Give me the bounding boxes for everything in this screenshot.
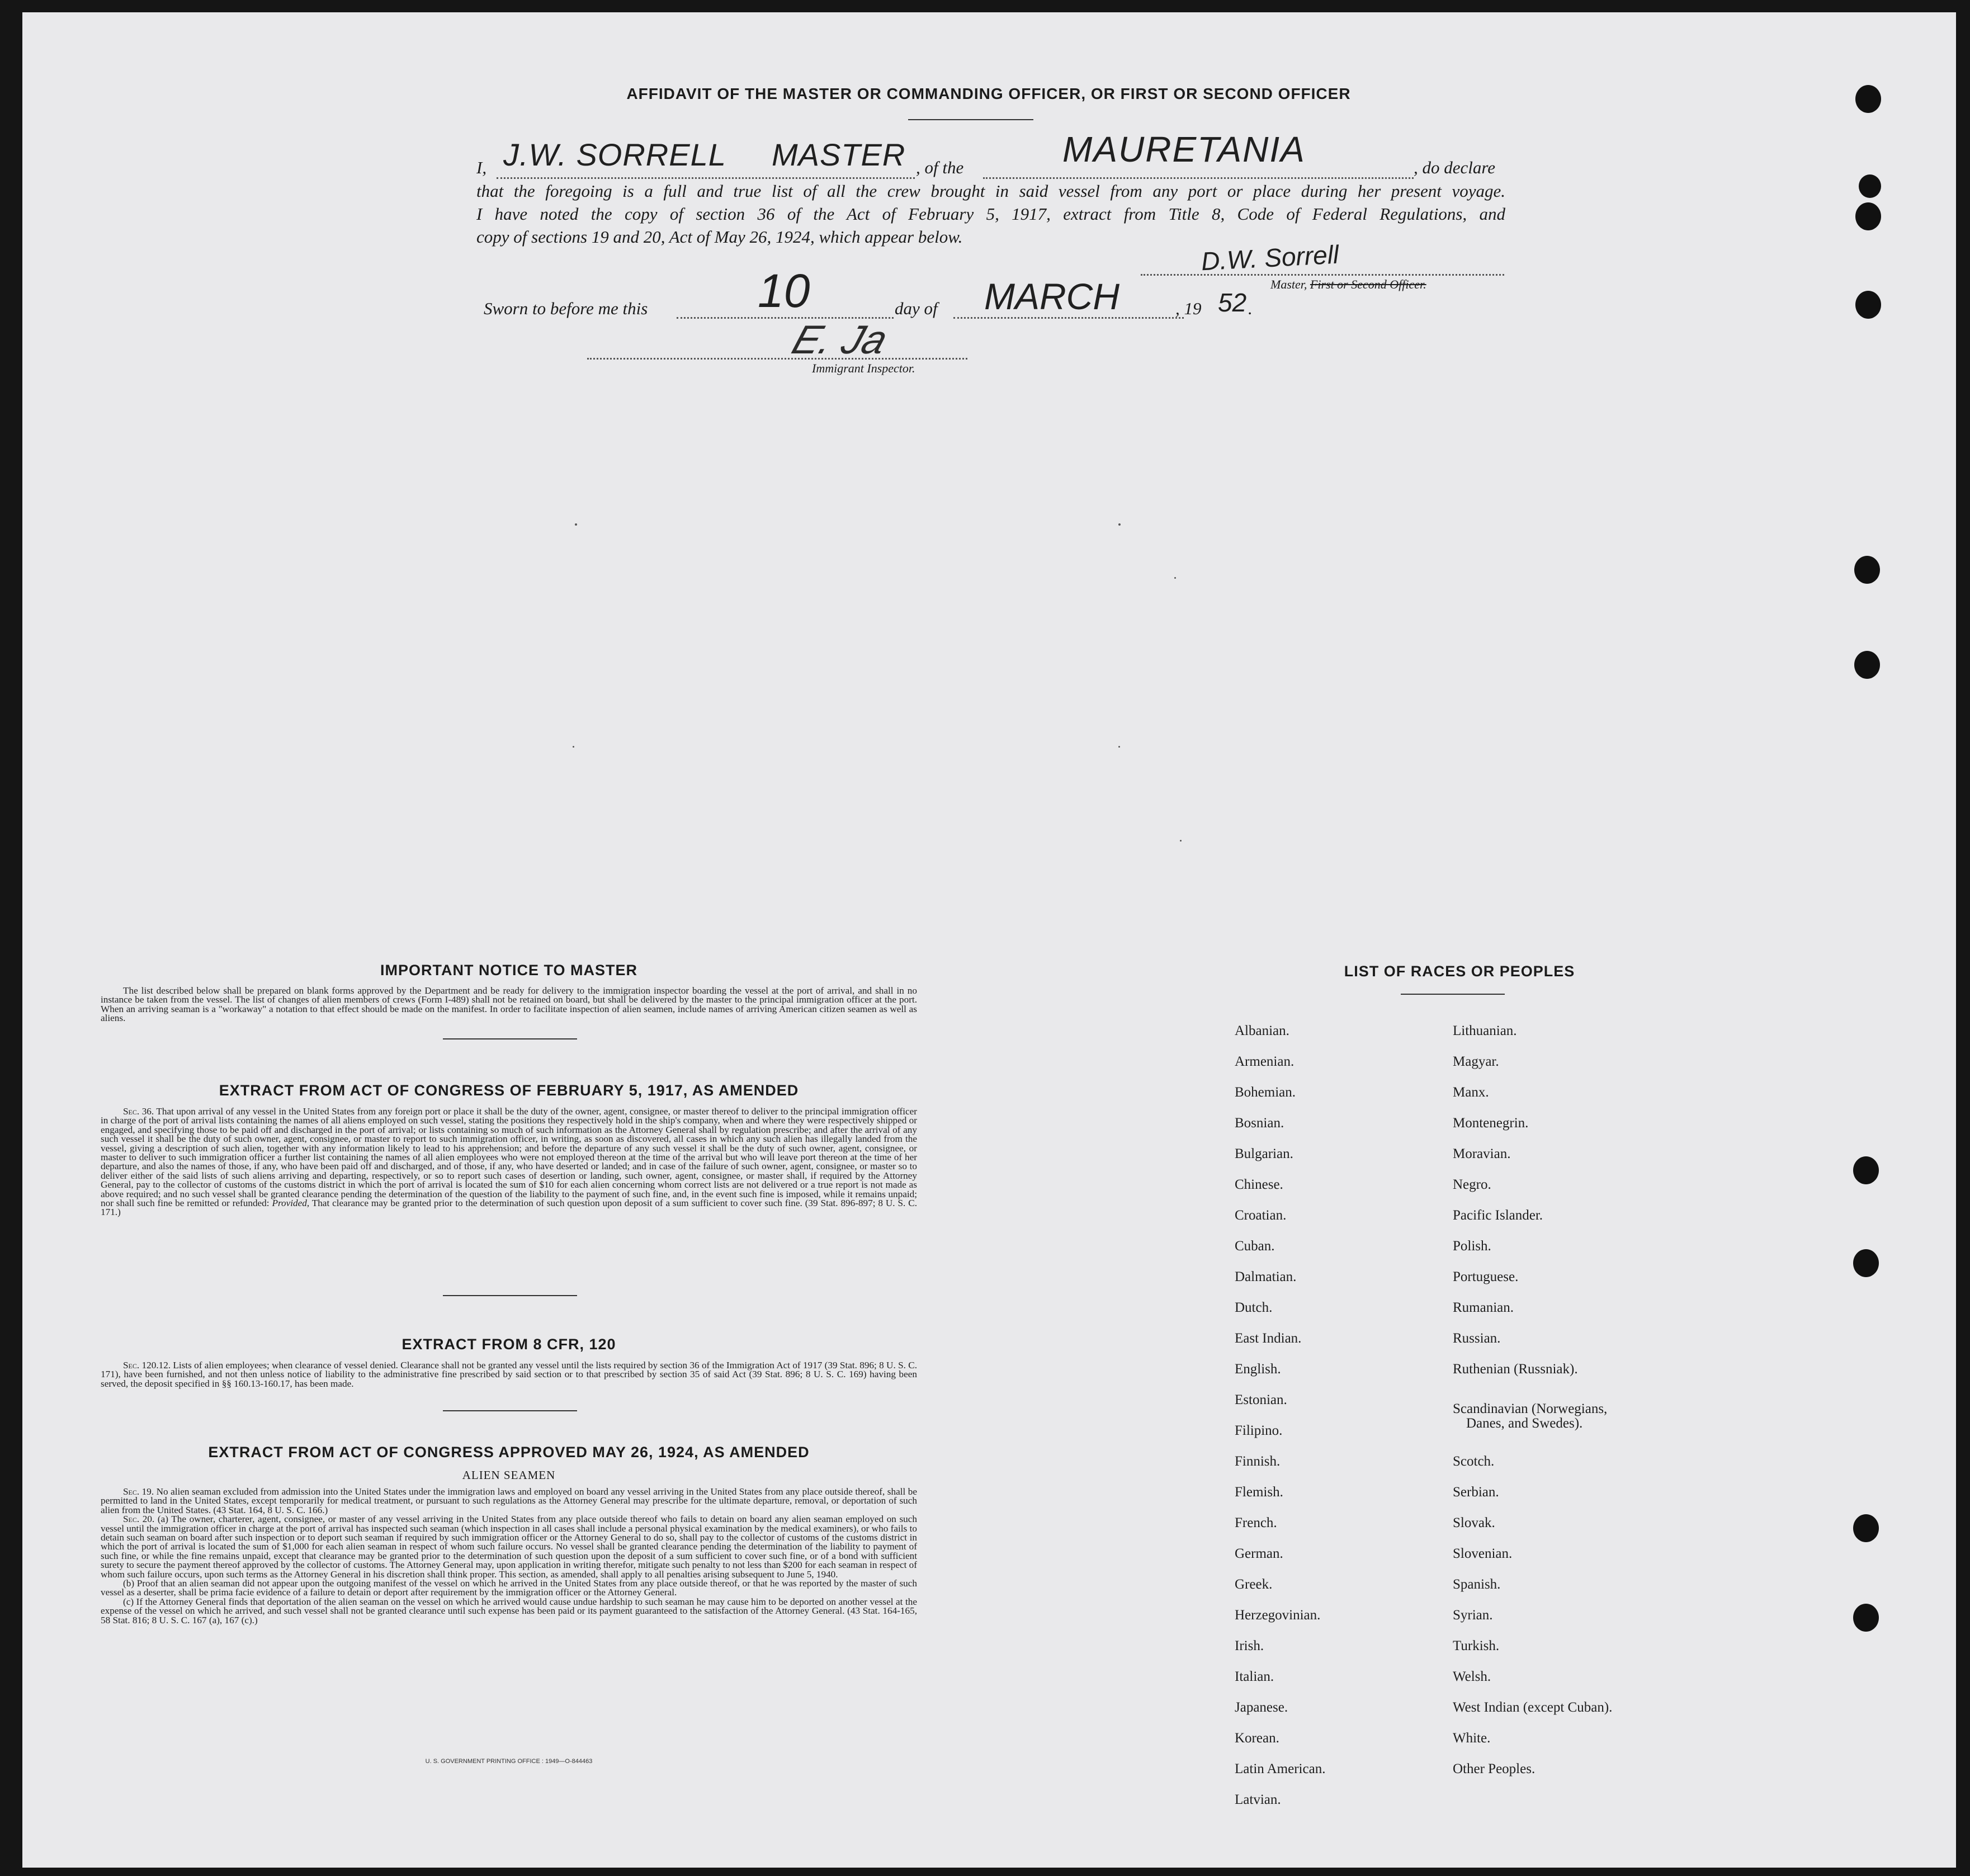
affidavit-title: AFFIDAVIT OF THE MASTER OR COMMANDING OFFICER, OR FIRST OR SECOND OFFICER <box>626 85 1351 102</box>
races-divider <box>1401 994 1505 995</box>
vessel-name: MAURETANIA <box>1062 129 1306 169</box>
race-item: Manx. <box>1453 1085 1489 1100</box>
extract-1917-text <box>101 1107 917 1217</box>
races-heading: LIST OF RACES OR PEOPLES <box>1344 963 1575 980</box>
race-item: Serbian. <box>1453 1485 1499 1500</box>
officer-rank: MASTER <box>772 137 906 172</box>
extract-1917-body-end: That clearance may be granted prior to the determination of such question upon deposit of a sum sufficient to cover such fine. (39 Stat. 896-897; 8 U. S. C. 171.) <box>101 1198 918 1218</box>
sec19-label: Sec. 19. <box>123 1486 154 1497</box>
binder-hole <box>1855 291 1881 319</box>
printing-imprint: U. S. GOVERNMENT PRINTING OFFICE : 1949—O-844463 <box>425 1758 593 1765</box>
race-item: German. <box>1235 1546 1283 1561</box>
binder-hole <box>1855 85 1881 113</box>
inspector-signature: E. Ja <box>787 318 894 362</box>
race-item: Pacific Islander. <box>1453 1208 1543 1223</box>
race-item: Syrian. <box>1453 1608 1493 1623</box>
race-item: Lithuanian. <box>1453 1023 1517 1038</box>
speck <box>1180 840 1182 842</box>
sworn-day-of: day of <box>895 299 938 318</box>
sworn-prefix: Sworn to before me this <box>484 299 648 318</box>
race-item: Armenian. <box>1235 1054 1295 1069</box>
race-item: Korean. <box>1235 1731 1279 1746</box>
sec20-label: Sec. 20. <box>123 1514 155 1525</box>
notice-text: The list described below shall be prepared on blank forms approved by the Department and be ready for delivery to the immigration inspector boarding the vessel at the port of arrival, and shall in no instance be taken from the vessel. The list of changes of alien members of crews (Form I-489) shall not be retained on board, but shall be delivered by the master to the principal immigration officer at the port. When an arriving seaman is a "workaway" a notation to that effect should be made on the manifest. In order to facilitate inspection of alien seamen, include names of arriving American citizen seamen as well as aliens. <box>101 985 917 1024</box>
extract-1917-body: That upon arrival of any vessel in the United States from any foreign port or place it shall be the duty of the owner, agent, consignee, or master thereof to deliver to the principal immigration officer in charge of the port of arrival lists containing the names of all aliens employed on such vessel, stating the positions they respectively hold in the ship's company, when and where they were respectively shipped or engaged, and specifying those to be paid off and discharged in the port of arrival; or lists containing so much of such information as the Attorney General shall by regulation prescribe; and after the arrival of any such vessel it shall be the duty of such owner, agent, consignee, or master to report to such immigration officer, in writing, as soon as discovered, all cases in which any such alien has illegally landed from the vessel, giving a description of such alien, together with any information likely to lead to his apprehension; and before the departure of any such vessel it shall be the duty of such owner, agent, consignee, or master to deliver to such immigration officer a further list containing the names of all alien employees who were not employed thereon at the time of the arrival but who will leave port thereon at the time of her departure, and also the names of those, if any, who have been paid off and discharged, and of those, if any, who have deserted or landed; and in case of the failure of such owner, agent, consignee, or master so to deliver either of the said lists of such aliens arriving and departing, respectively, or so to report such cases of desertion or landing, such owner, agent, consignee, or master shall, if required by the Attorney General, pay to the collector of customs of the customs district in which the port of arrival is located the sum of $10 for each alien concerning whom correct lists are not delivered or a true report is not made as above required; and no such vessel shall be granted clearance pending the determination of the question of the liability to the payment of such fine, and, in the event such fine is imposed, while it remains unpaid; nor shall such fine be remitted or refunded: <box>101 1106 917 1209</box>
sec20a-paragraph <box>101 1515 917 1579</box>
extract-cfr-heading: EXTRACT FROM 8 CFR, 120 <box>401 1336 616 1353</box>
sec20b-paragraph: (b) Proof that an alien seaman did not appear upon the outgoing manifest of the vessel on which he arrived in the United States from any place outside thereof, or that he was reported by the master of such vessel as a deserter, shall be prima facie evidence of a failure to detain or deport after requirement by the immigration officer or the Attorney General. <box>101 1578 917 1598</box>
race-item: Finnish. <box>1235 1454 1281 1469</box>
binder-hole <box>1859 174 1881 198</box>
race-item: Italian. <box>1235 1669 1274 1684</box>
race-item: Slovenian. <box>1453 1546 1513 1561</box>
race-item: Dutch. <box>1235 1300 1273 1315</box>
extract-cfr-text <box>101 1361 917 1388</box>
race-item: Greek. <box>1235 1577 1273 1592</box>
race-item: Spanish. <box>1453 1577 1501 1592</box>
extract-1924-subheading: ALIEN SEAMEN <box>462 1468 556 1482</box>
extract-1924-heading: EXTRACT FROM ACT OF CONGRESS APPROVED MAY 26, 1924, AS AMENDED <box>208 1444 810 1461</box>
speck <box>573 746 574 748</box>
race-item: Magyar. <box>1453 1054 1499 1069</box>
extract-1924-text <box>101 1487 917 1625</box>
race-item: Herzegovinian. <box>1235 1608 1321 1623</box>
race-item: Scotch. <box>1453 1454 1495 1469</box>
officer-name: J.W. SORRELL <box>503 137 726 172</box>
race-item: Rumanian. <box>1453 1300 1514 1315</box>
master-caption-struck: First or Second Officer. <box>1310 277 1426 291</box>
binder-hole <box>1853 1156 1879 1184</box>
binder-hole <box>1855 202 1881 230</box>
race-item: Albanian. <box>1235 1023 1289 1038</box>
binder-hole <box>1854 651 1880 679</box>
race-item: Ruthenian (Russniak). <box>1453 1362 1578 1377</box>
race-item: English. <box>1235 1362 1281 1377</box>
binder-hole <box>1853 1249 1879 1277</box>
affidavit-line4: copy of sections 19 and 20, Act of May 26, 1924, which appear below. <box>476 227 963 247</box>
sworn-year: 52 <box>1218 288 1247 317</box>
race-item: Polish. <box>1453 1239 1491 1254</box>
extract-1917-provided: Provided, <box>272 1198 310 1209</box>
race-item: Russian. <box>1453 1331 1501 1346</box>
race-item: Negro. <box>1453 1177 1491 1192</box>
extract-cfr-sec-label: Sec. <box>123 1360 140 1371</box>
binder-hole <box>1853 1604 1879 1632</box>
affidavit-line3: I have noted the copy of section 36 of the Act of February 5, 1917, extract from Title 8, Code of Federal Regulations, and <box>476 204 1505 224</box>
race-item: Scandinavian (Norwegians, <box>1453 1401 1608 1416</box>
document-page <box>22 12 1956 1868</box>
sworn-day: 10 <box>758 264 810 317</box>
master-caption-prefix: Master, <box>1270 277 1307 291</box>
extract-cfr-divider <box>443 1410 577 1411</box>
race-item: Montenegrin. <box>1453 1116 1529 1131</box>
race-item: Chinese. <box>1235 1177 1283 1192</box>
race-item: Irish. <box>1235 1638 1264 1653</box>
extract-1917-divider <box>443 1295 577 1296</box>
race-item: Filipino. <box>1235 1423 1283 1438</box>
notice-divider <box>443 1038 577 1039</box>
sec20c-paragraph: (c) If the Attorney General finds that deportation of the alien seaman on the vessel on which he arrived would cause undue hardship to such seaman he may cause him to be deported on another vessel at the expense of the vessel on which he arrived, and such vessel shall not be granted clearance until such expense has been paid or its payment guaranteed to the satisfaction of the Attorney General. (43 Stat. 164-165, 58 Stat. 816; 8 U. S. C. 167 (a), 167 (c).) <box>101 1596 917 1625</box>
master-caption <box>1270 277 1426 292</box>
inspector-signature-line <box>587 358 967 360</box>
speck <box>1174 577 1176 579</box>
race-item: Estonian. <box>1235 1392 1287 1407</box>
race-item: Japanese. <box>1235 1700 1288 1715</box>
race-item: White. <box>1453 1731 1491 1746</box>
notice-heading: IMPORTANT NOTICE TO MASTER <box>380 962 637 979</box>
race-item: Welsh. <box>1453 1669 1491 1684</box>
race-item: Portuguese. <box>1453 1269 1519 1284</box>
race-item: Moravian. <box>1453 1146 1511 1161</box>
race-item: Bulgarian. <box>1235 1146 1293 1161</box>
affidavit-line2: that the foregoing is a full and true list of all the crew brought in said vessel from any port or place during her present voyage. <box>476 181 1505 201</box>
affidavit-i: I, <box>476 158 487 177</box>
extract-1917-heading: EXTRACT FROM ACT OF CONGRESS OF FEBRUARY 5, 1917, AS AMENDED <box>219 1082 799 1099</box>
binder-hole <box>1854 556 1880 584</box>
race-item: Latin American. <box>1235 1761 1326 1776</box>
affidavit-of-the: , of the <box>916 158 964 177</box>
sec19-paragraph <box>101 1487 917 1515</box>
race-item: West Indian (except Cuban). <box>1453 1700 1613 1715</box>
speck <box>575 523 577 526</box>
race-item: Dalmatian. <box>1235 1269 1297 1284</box>
binder-hole <box>1853 1514 1879 1542</box>
race-item: French. <box>1235 1515 1277 1530</box>
race-item: Bosnian. <box>1235 1116 1284 1131</box>
affidavit-declare: , do declare <box>1414 158 1496 177</box>
race-item: Latvian. <box>1235 1792 1281 1807</box>
extract-cfr-body: 120.12. Lists of alien employees; when clearance of vessel denied. Clearance shall not be granted any vessel until the lists required by section 36 of the Immigration Act of 1917 (39 Stat. 896; 8 U. S. C. 171), have been furnished, and not then unless notice of liability to the administrative fine prescribed by said section or to that prescribed by section 35 of said Act (39 Stat. 896; 8 U. S. C. 169) having been served, the deposit specified in §§ 160.13-160.17, has been made. <box>101 1360 918 1389</box>
race-item: Turkish. <box>1453 1638 1500 1653</box>
race-item: Danes, and Swedes). <box>1466 1416 1583 1431</box>
race-item: Other Peoples. <box>1453 1761 1536 1776</box>
master-signature: D.W. Sorrell <box>1200 239 1340 276</box>
sworn-year-suffix: . <box>1248 299 1253 318</box>
speck <box>1118 746 1120 748</box>
sec19-body: No alien seaman excluded from admission into the United States under the immigration laws and employed on board any vessel arriving in the United States from any place outside thereof, shall be permitted to land in the United States, except temporarily for medical treatment, or pursuant to such regulations as the Attorney General may prescribe for the ultimate departure, removal, or deportation of such alien from the United States. (43 Stat. 164, 8 U. S. C. 166.) <box>101 1486 917 1515</box>
sec20a-body: (a) The owner, charterer, agent, consignee, or master of any vessel arriving in the United States from any place outside thereof who fails to detain on board any alien seaman employed on such vessel until the immigration officer in charge at the port of arrival has inspected such seaman (which inspection in all cases shall include a personal physical examination by the medical examiners), or who fails to detain such seaman on board after such inspection or to deport such seaman if required by such immigration officer or the Attorney General to do so, shall pay to the collector of customs of the customs district in which the port of arrival is located the sum of $1,000 for each alien seaman in respect of whom such failure occurs. No vessel shall be granted clearance pending the determination of the liability to payment of such fine, or while the fine remains unpaid, except that clearance may be granted prior to the determination of such question upon the deposit of a sum sufficient to cover such fine, or of a bond with sufficient surety to secure the payment thereof approved by the collector of customs. The Attorney General may, upon application in writing therefor, mitigate such penalty to not less than $200 for each seaman in respect of whom such failure occurs, upon such terms as the Attorney General in his discretion shall think proper. This section, as amended, shall apply to all penalties arising subsequent to June 5, 1940. <box>101 1514 917 1580</box>
race-item: Cuban. <box>1235 1239 1275 1254</box>
inspector-caption: Immigrant Inspector. <box>812 361 915 375</box>
race-item: Bohemian. <box>1235 1085 1296 1100</box>
race-item: East Indian. <box>1235 1331 1302 1346</box>
race-item: Slovak. <box>1453 1515 1495 1530</box>
title-divider <box>908 119 1033 120</box>
extract-1917-sec-label: Sec. 36. <box>123 1106 154 1117</box>
master-signature-line <box>1141 274 1504 276</box>
sworn-year-prefix: , 19 <box>1175 299 1202 318</box>
race-item: Croatian. <box>1235 1208 1287 1223</box>
sworn-month: MARCH <box>984 276 1119 317</box>
speck <box>1118 523 1121 526</box>
race-item: Flemish. <box>1235 1485 1283 1500</box>
